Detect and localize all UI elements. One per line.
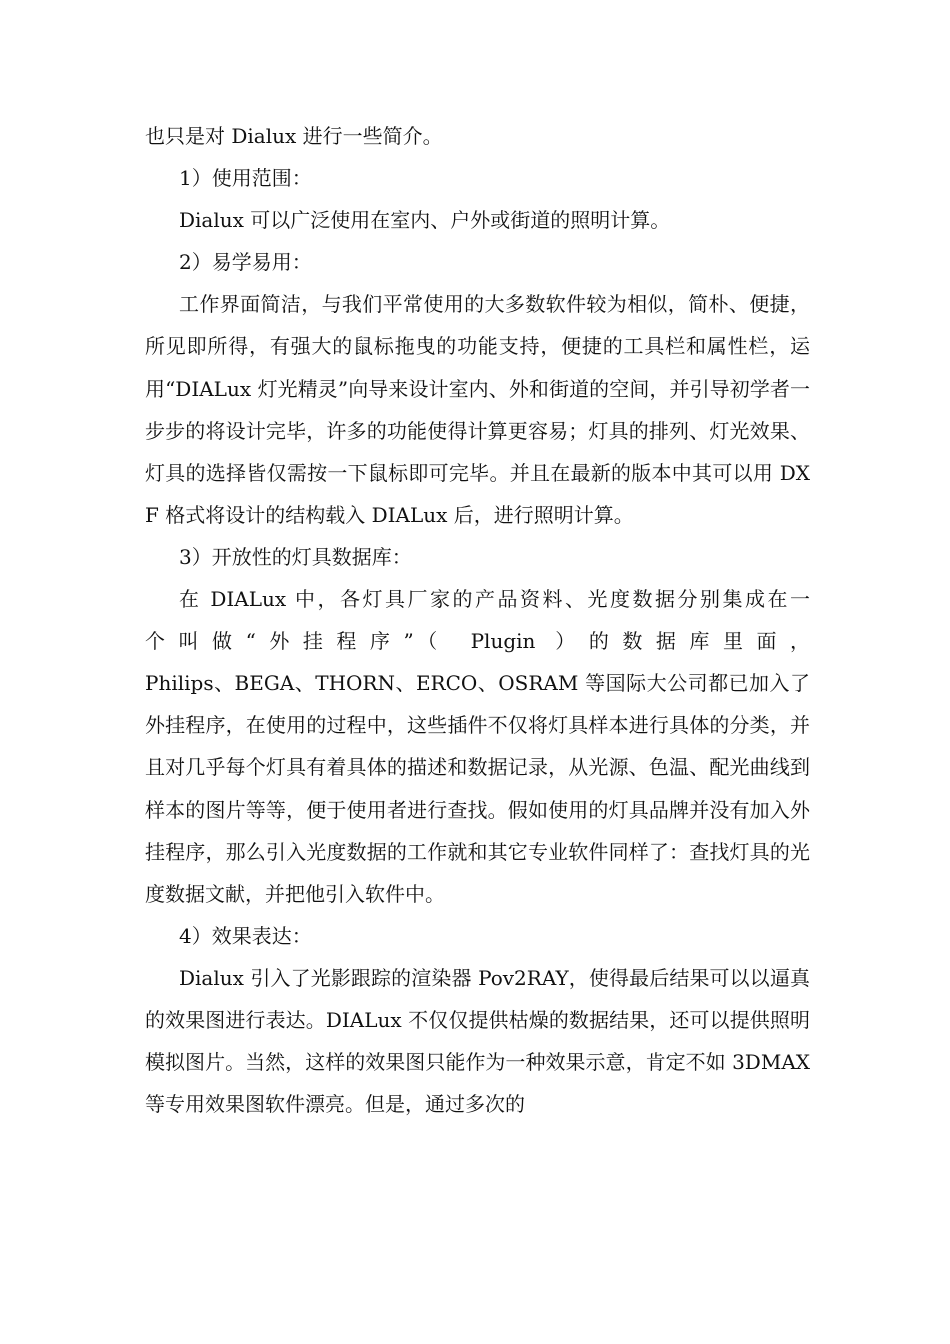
paragraph-usage-scope: Dialux 可以广泛使用在室内、户外或街道的照明计算。 bbox=[179, 208, 671, 233]
heading-easy-to-learn: 2）易学易用： bbox=[179, 250, 312, 275]
paragraph-easy-to-learn: 工作界面简洁，与我们平常使用的大多数软件较为相似，简朴、便捷，所见即所得，有强大的鼠标拖曳的功能支持，便捷的工具栏和属性栏，运用“DIALux 灯光精灵”向导来设计室内、外和街道的空间，并引导初学者一步步的将设计完毕，许多的功能使得计算更容易；灯具的排列、灯光效果、灯具的选择皆仅需按一下鼠标即可完毕。并且在最新的版本中其可以用 DXF 格式将设计的结构载入 DIALux 后，进行照明计算。 bbox=[145, 292, 810, 527]
heading-open-database: 3）开放性的灯具数据库： bbox=[179, 544, 412, 569]
document-body bbox=[145, 115, 810, 1125]
paragraph-effect-expression: Dialux 引入了光影跟踪的渲染器 Pov2RAY，使得最后结果可以以逼真的效果图进行表达。DIALux 不仅仅提供枯燥的数据结果，还可以提供照明模拟图片。当然，这样的效果图只能作为一种效果示意，肯定不如 3DMAX 等专用效果图软件漂亮。但是，通过多次的 bbox=[145, 965, 810, 1117]
heading-effect-expression: 4）效果表达： bbox=[179, 923, 312, 948]
paragraph-open-database-line1: 在 DIALux 中，各灯具厂家的产品资料、光度数据分别集成在一 bbox=[179, 587, 810, 612]
paragraph-open-database-rest: Philips、BEGA、THORN、ERCO、OSRAM 等国际大公司都已加入了外挂程序，在使用的过程中，这些插件不仅将灯具样本进行具体的分类，并且对几乎每个灯具有着具体的描述和数据记录，从光源、色温、配光曲线到样本的图片等等，便于使用者进行查找。假如使用的灯具品牌并没有加入外挂程序，那么引入光度数据的工作就和其它专业软件同样了：查找灯具的光度数据文献，并把他引入软件中。 bbox=[145, 671, 810, 906]
heading-usage-scope: 1）使用范围： bbox=[179, 166, 312, 191]
paragraph-open-database-line2: 个叫做“外挂程序”（ Plugin ）的数据库里面， bbox=[145, 629, 810, 654]
paragraph-intro-tail: 也只是对 Dialux 进行一些简介。 bbox=[145, 124, 443, 148]
